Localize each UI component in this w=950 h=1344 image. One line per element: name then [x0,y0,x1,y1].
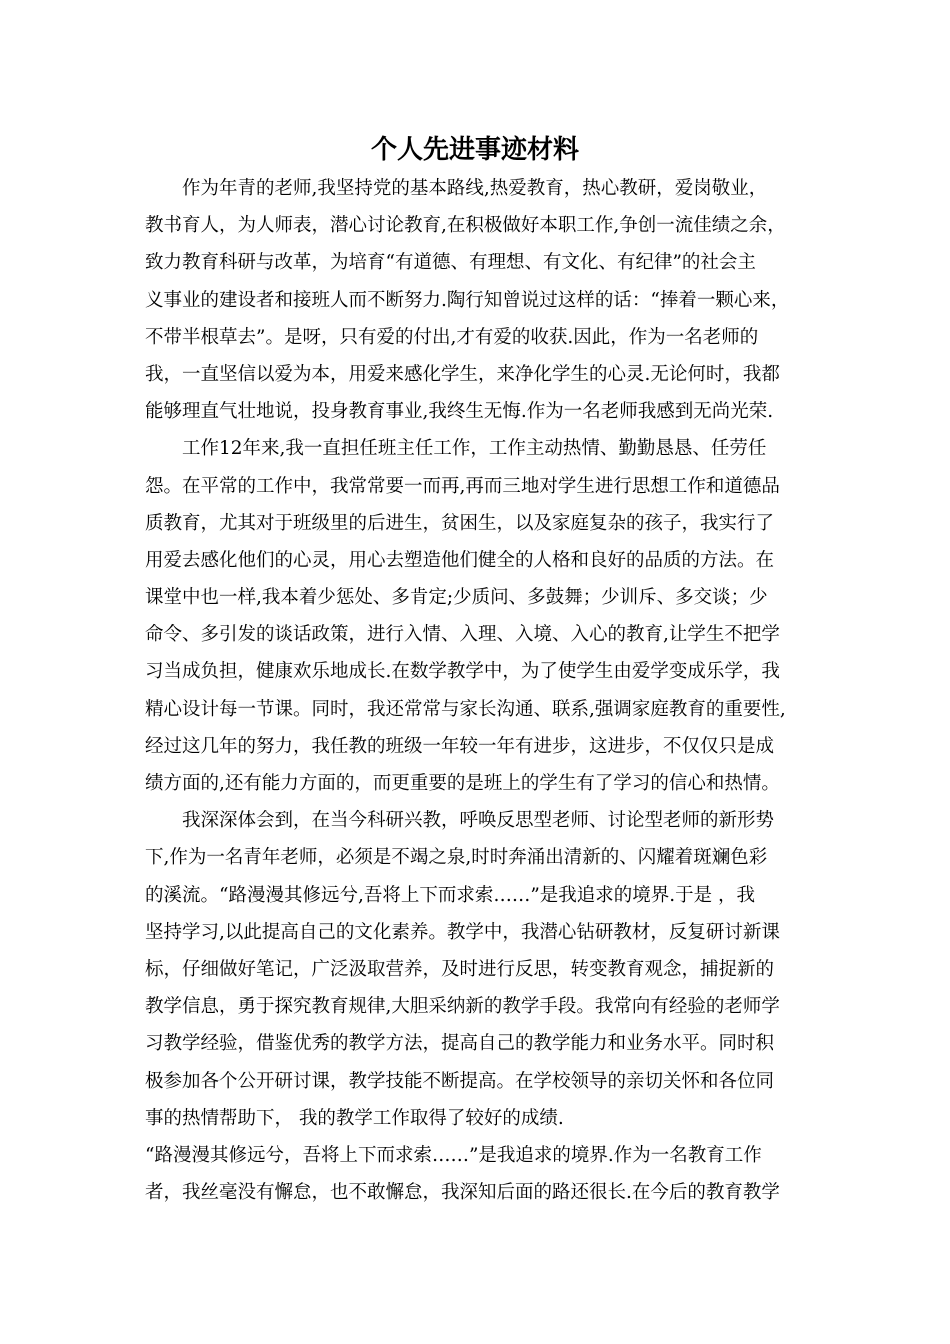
paragraph-line: 我深深体会到，在当今科研兴教，呼唤反思型老师、讨论型老师的新形势 [182,810,775,832]
paragraph-line: 习教学经验，借鉴优秀的教学方法，提高自己的教学能力和业务水平。同时积 [145,1033,775,1055]
paragraph-line: 作为年青的老师,我坚持党的基本路线,热爱教育，热心教研，爱岗敬业， [182,178,768,199]
paragraph-line: 标，仔细做好笔记，广泛汲取营养，及时进行反思，转变教育观念，捕捉新的 [145,958,775,980]
paragraph-line: 怨。在平常的工作中，我常常要一而再,再而三地对学生进行思想工作和道德品 [145,475,780,497]
paragraph-line: 义事业的建设者和接班人而不断努力.陶行知曾说过这样的话：“捧着一颗心来， [145,289,790,311]
paragraph-line: 我，一直坚信以爱为本，用爱来感化学生，来净化学生的心灵.无论何时，我都 [145,363,780,385]
document-title: 个人先进事迹材料 [370,135,579,165]
paragraph-line: 教学信息，勇于探究教育规律,大胆采纳新的教学手段。我常向有经验的老师学 [145,996,780,1018]
paragraph-line: “路漫漫其修远兮，吾将上下而求索……”是我追求的境界.作为一名教育工作 [145,1144,762,1166]
paragraph-line: 事的热情帮助下， 我的教学工作取得了较好的成绩. [145,1107,564,1129]
paragraph-line: 命令、多引发的谈话政策，进行入情、入理、入境、入心的教育,让学生不把学 [145,624,780,646]
paragraph-line: 课堂中也一样,我本着少惩处、多肯定;少质问、多鼓舞；少训斥、多交谈；少 [145,587,768,609]
paragraph-line: 致力教育科研与改革，为培育“有道德、有理想、有文化、有纪律”的社会主 [145,252,756,274]
paragraph-line: 质教育，尤其对于班级里的后进生，贫困生，以及家庭复杂的孩子，我实行了 [145,512,775,534]
paragraph-line: 教书育人，为人师表，潜心讨论教育,在积极做好本职工作,争创一流佳绩之余， [145,215,786,237]
paragraph-line: 用爱去感化他们的心灵，用心去塑造他们健全的人格和良好的品质的方法。在 [145,549,775,571]
document-body [145,170,825,1211]
paragraph-line: 不带半根草去”。是呀，只有爱的付出,才有爱的收获.因此，作为一名老师的 [145,326,759,348]
paragraph-line: 者，我丝毫没有懈怠，也不敢懈怠，我深知后面的路还很长.在今后的教育教学 [145,1182,780,1204]
paragraph-line: 下,作为一名青年老师，必须是不竭之泉,时时奔涌出清新的、闪耀着斑斓色彩 [145,847,768,869]
paragraph-line: 极参加各个公开研讨课，教学技能不断提高。在学校领导的亲切关怀和各位同 [145,1070,775,1092]
paragraph-line: 精心设计每一节课。同时，我还常常与家长沟通、联系,强调家庭教育的重要性, [145,698,786,720]
paragraph-line: 能够理直气壮地说，投身教育事业,我终生无悔.作为一名老师我感到无尚光荣. [145,401,774,423]
paragraph-line: 坚持学习,以此提高自己的文化素养。教学中，我潜心钻研教材，反复研讨新课 [145,921,780,943]
paragraph-line: 习当成负担，健康欢乐地成长.在数学教学中，为了使学生由爱学变成乐学，我 [145,661,780,683]
paragraph-line: 绩方面的,还有能力方面的，而更重要的是班上的学生有了学习的信心和热情。 [145,773,780,794]
paragraph-line: 经过这几年的努力，我任教的班级一年较一年有进步，这进步，不仅仅只是成 [145,735,775,757]
paragraph-line: 的溪流。“路漫漫其修远兮,吾将上下而求索……”是我追求的境界.于是 ，我 [145,884,756,906]
paragraph-line: 工作12年来,我一直担任班主任工作，工作主动热情、勤勤恳恳、任劳任 [182,438,767,460]
